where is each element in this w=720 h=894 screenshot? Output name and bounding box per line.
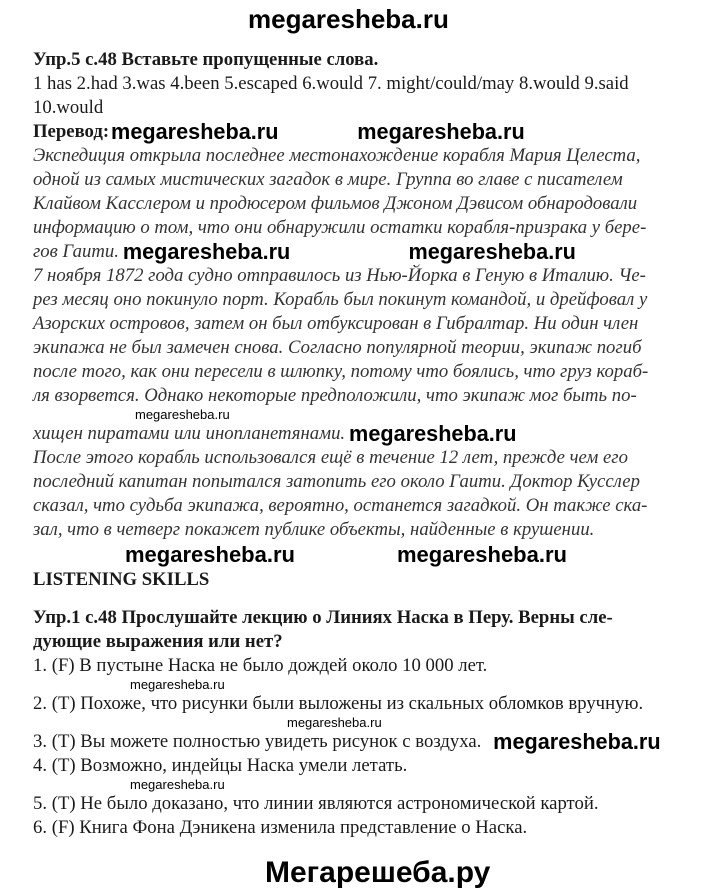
translation-line-row <box>33 240 683 264</box>
translation-line: рез месяц оно покинуло порт. Корабль был покинут командой, и дрейфовал у <box>33 289 648 310</box>
watermark-row <box>33 778 693 792</box>
translation-line: гов Гаити. <box>33 241 119 262</box>
watermark: megaresheba.ru <box>125 542 295 567</box>
exercise5-answers: 1 has 2.had 3.was 4.been 5.escaped 6.would 7. might/could/may 8.would 9.said <box>33 73 629 94</box>
header-watermark: megaresheba.ru <box>248 4 449 34</box>
answer-item: 6. (F) Книга Фона Дэникена изменила представление о Наска. <box>33 817 528 838</box>
watermark: megaresheba.ru <box>397 542 567 567</box>
watermark: megaresheba.ru <box>408 239 576 264</box>
translation-line: Клайвом Касслером и продюсером фильмов Джоном Дэвисом обнародовали <box>33 193 638 214</box>
translation-line: экипажа не был замечен снова. Согласно популярной теории, экипаж погиб <box>33 337 642 358</box>
translation-label: Перевод: <box>33 121 110 142</box>
answer-item: 5. (T) Не было доказано, что линии являются астрономической картой. <box>33 793 599 814</box>
translation-line: информацию о том, что они обнаружили остатки корабля-призрака у бере- <box>33 217 647 238</box>
answer-item: 3. (T) Вы можете полностью увидеть рисунок с воздуха. <box>33 731 482 752</box>
translation-line-row <box>33 422 683 446</box>
answer-item: 2. (T) Похоже, что рисунки были выложены из скальных обломков вручную. <box>33 693 644 714</box>
translation-row <box>33 120 683 144</box>
exercise1-title-cont: дующие выражения или нет? <box>33 631 283 652</box>
watermark-row <box>33 408 693 422</box>
translation-line: одной из самых мистических загадок в мире. Группа во главе с писателем <box>33 169 623 190</box>
watermark: megaresheba.ru <box>349 421 517 446</box>
watermark: megaresheba.ru <box>122 239 291 264</box>
footer-watermark: Мегарешеба.ру <box>265 856 491 889</box>
watermark: megaresheba.ru <box>111 119 279 144</box>
spacer <box>33 592 693 606</box>
exercise5-title: Упр.5 с.48 Вставьте пропущенные слова. <box>33 49 379 70</box>
watermark: megaresheba.ru <box>357 119 525 144</box>
translation-line: после того, как они пересели в шлюпку, потому что боялись, что груз кораб- <box>33 361 649 382</box>
watermark-row <box>33 542 693 568</box>
answer-item: 4. (T) Возможно, индейцы Наска умели летать. <box>33 755 408 776</box>
translation-line: Экспедиция открыла последнее местонахождение корабля Мария Целеста, <box>33 145 641 166</box>
translation-line: ля взорвется. Однако некоторые предположили, что экипаж мог быть по- <box>33 385 637 406</box>
watermark-row <box>33 716 693 730</box>
translation-line: зал, что в четверг покажет публике объекты, найденные в крушении. <box>33 519 595 540</box>
watermark: megaresheba.ru <box>493 729 661 754</box>
translation-line: Азорских островов, затем он был отбуксирован в Гибралтар. Ни один член <box>33 313 639 334</box>
translation-line: 7 ноября 1872 года судно отправилось из Нью-Йорка в Геную в Италию. Че- <box>33 265 646 286</box>
translation-line: последний капитан попытался затопить его около Гаити. Доктор Кусслер <box>33 471 640 492</box>
exercise5-answers-cont: 10.would <box>33 97 104 118</box>
exercise1-title: Упр.1 с.48 Прослушайте лекцию о Линиях Наска в Перу. Верны сле- <box>33 607 613 628</box>
translation-line: сказал, что судьба экипажа, вероятно, останется загадкой. Он также ска- <box>33 495 648 516</box>
section-heading: LISTENING SKILLS <box>33 569 210 590</box>
watermark-small: megaresheba.ru <box>130 777 225 792</box>
answer-item: 1. (F) В пустыне Наска не было дождей около 10 000 лет. <box>33 655 488 676</box>
watermark-small: megaresheba.ru <box>130 677 225 692</box>
translation-line: После этого корабль использовался ещё в течение 12 лет, прежде чем его <box>33 447 628 468</box>
watermark-small: megaresheba.ru <box>135 407 230 422</box>
page-content <box>33 48 693 840</box>
watermark-row <box>33 678 693 692</box>
watermark-small: megaresheba.ru <box>287 715 382 730</box>
translation-line: хищен пиратами или инопланетянами. <box>33 423 346 444</box>
answer-item-row <box>33 730 683 754</box>
